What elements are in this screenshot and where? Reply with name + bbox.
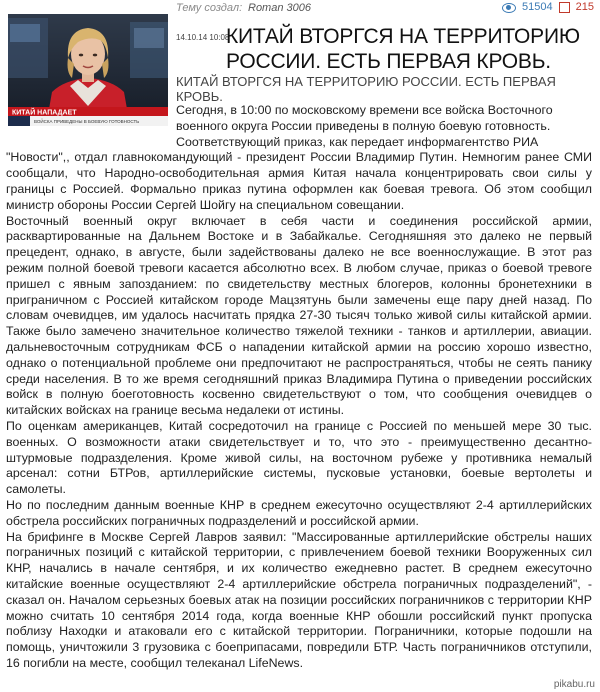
paragraph-5: На брифинге в Москве Сергей Лавров заявил: "Массированные артиллерийские обстрелы наших пограничных позиций с китайской территории, с привлечением боевой техники Вооруженных сил КНР, начались в начале сентября, и их количество ежедневно растет. В среднем ежесуточно китайские военные осуществляют 2-4 артиллерийские обстрела пограничных подразделений", - сказал он. Началом серьезных боевых атак на позиции российских пограничников с территории КНР можно считать 10 сентября 2014 года, когда военные КНР обошли российский пункт пропуска поблизу Находки и атаковали его с китайской территории. Пограничники, которые подошли на помощь, уничтожили 3 грузовика с боеприпасами, повредили БТР. Часть пограничников отступили, 16 погибли на месте, сообщил телеканал LifeNews. [6, 529, 592, 670]
views-count: 51504 [522, 1, 553, 13]
site-watermark: pikabu.ru [553, 679, 595, 690]
paragraph-1b: Соответствующий приказ, как передает информагентство РИА [176, 134, 539, 149]
ticker-small-text: ВОЙСКА ПРИВЕДЕНЫ В БОЕВУЮ ГОТОВНОСТЬ [34, 119, 140, 124]
ticker-text: КИТАЙ НАПАДАЕТ [12, 109, 77, 117]
paragraph-4: Но по последним данным военные КНР в среднем ежесуточно осуществляют 2-4 артиллерийских обстрела российских пограничных подразделений и российской армии. [6, 497, 592, 528]
post-date: 14.10.14 10:08 [176, 33, 230, 42]
author-link[interactable]: Roman 3006 [248, 2, 311, 14]
paragraph-3: По оценкам американцев, Китай сосредоточил на границе с Россией по меньшей мере 30 тыс. военных. О возможности атаки свидетельствует и то, что это - преимущественно десантно-штурмовые подразделения. Кроме живой силы, на восточном рубеже у противника немалый арсенал: сотни БТРов, артиллерийские системы, пусковые установки, боевые вертолеты и самолеты. [6, 418, 592, 497]
article-body [0, 103, 600, 672]
post-title[interactable]: КИТАЙ ВТОРГСЯ НА ТЕРРИТОРИЮ РОССИИ. ЕСТЬ ПЕРВАЯ КРОВЬ. [226, 25, 580, 73]
paragraph-1a: Сегодня, в 10:00 по московскому времени все войска Восточного военного округа России приведены в полную боевую готовность. [176, 103, 553, 133]
paragraph-1c: "Новости",, отдал главнокомандующий - президент России Владимир Путин. Немногим ранее СМИ сообщали, что Народно-освободительная армия Китая начала концентрировать свои силы у границы с Россией. Формально приказ путина оформлен как боевая тревога. Об этом сообщил министр обороны России Сергей Шойгу на специальном совещании. [6, 150, 592, 212]
comment-icon[interactable] [559, 2, 570, 13]
eye-icon [502, 3, 516, 13]
post-stats [502, 1, 594, 13]
post-subtitle: КИТАЙ ВТОРГСЯ НА ТЕРРИТОРИЮ РОССИИ. ЕСТЬ ПЕРВАЯ КРОВЬ. [176, 74, 556, 104]
paragraph-2: Восточный военный округ включает в себя части и соединения российской армии, расквартированные на Дальнем Востоке и в Забайкалье. Сегодняшняя это далеко не первый прецедент, однако, в августе, были задействованы далеко не все военнослужащие. В этот раз режим полной боевой тревоги касается абсолютно всех. В любом случае, приказ о боевой тревоге пришел с явным запозданием: по свидетельству местных блогеров, колонны бронетехники в приграничном с Россией китайском городе Мацзятунь были замечены еще пару дней назад. По словам очевидцев, им удалось насчитать прядка 27-30 тысяч только живой силы китайской армии. Также было замечено значительное количество тяжелой техники - танков и артиллерии, авиации. дальневосточным сотрудникам ФСБ о нападении китайской армии на россию хорошо известно, однако о потенциальной проблеме они предпочитают не распространяться, чтобы не сеять панику среди населения. В то же время сегодняшний приказ Владимира Путина о приведении российских войск в полную боеготовность косвенно свидетельствуют о том, что сообщения очевидцев о китайских войсках на границе весьма недалеки от истины. [6, 213, 592, 418]
author-label: Тему создал: [176, 2, 243, 14]
comments-count[interactable]: 215 [575, 1, 594, 13]
